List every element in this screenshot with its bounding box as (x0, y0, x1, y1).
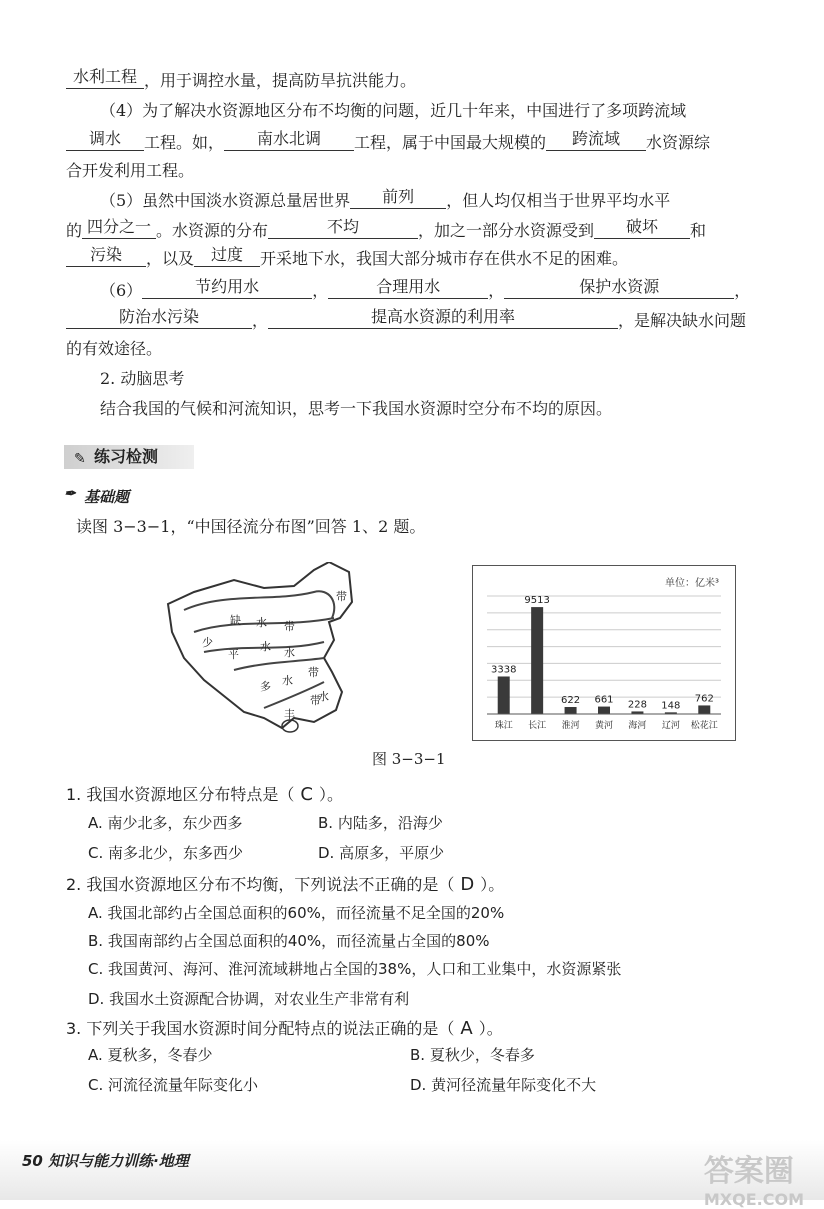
text-line-2: （4）为了解决水资源地区分布不均衡的问题，近几十年来，中国进行了多项跨流域 (100, 101, 687, 120)
option: D. 高原多，平原少 (318, 844, 445, 862)
chart-unit: 单位：亿米³ (664, 578, 719, 589)
question-stem: 3. 下列关于我国水资源时间分配特点的说法正确的是（ (66, 1019, 455, 1038)
answer: D (460, 874, 475, 895)
runoff-bar-chart (472, 565, 736, 741)
blank-answer: 提高水资源的利用率 (268, 306, 618, 329)
question-2 (66, 872, 504, 895)
text: ， (312, 281, 329, 300)
answer: A (460, 1018, 473, 1039)
text-line-1 (66, 67, 417, 93)
runoff-map (164, 562, 354, 742)
data-label: 148 (661, 700, 681, 712)
map-label: 水 (260, 640, 271, 653)
text: ）。 (318, 785, 343, 804)
blank-answer: 南水北调 (224, 128, 354, 151)
question-stem: 1. 我国水资源地区分布特点是（ (66, 785, 295, 804)
option: C. 南多北少，东多西少 (88, 844, 244, 862)
text: 水资源综 (646, 133, 711, 152)
text-line-3 (66, 129, 711, 155)
text-line-5 (100, 187, 671, 213)
text-line-12: 结合我国的气候和河流知识，思考一下我国水资源时空分布不均的原因。 (100, 399, 613, 418)
blank-answer: 跨流域 (546, 128, 646, 151)
data-label: 622 (561, 695, 581, 707)
category-label: 松花江 (690, 721, 718, 731)
text: ， (252, 311, 269, 330)
blank-answer: 过度 (194, 244, 260, 267)
blank-answer: 四分之一 (82, 216, 156, 239)
option: C. 河流径流量年际变化小 (88, 1076, 259, 1094)
map-label: 水 (318, 690, 329, 703)
text: 和 (690, 221, 707, 240)
pen-icon: ✒ (64, 486, 76, 502)
text-line-4: 合开发利用工程。 (66, 161, 195, 180)
category-label: 长江 (528, 721, 547, 731)
sub-heading (64, 486, 130, 507)
section-title: 练习检测 (94, 447, 159, 466)
category-label: 珠江 (494, 721, 513, 731)
text: 工程，属于中国最大规模的 (354, 133, 547, 152)
blank-answer: 污染 (66, 244, 146, 267)
option: B. 我国南部约占全国总面积的40%，而径流量占全国的80% (88, 932, 490, 950)
blank-answer: 节约用水 (142, 276, 312, 299)
category-label: 黄河 (594, 721, 614, 731)
text: ，用于调控水量，提高防旱抗洪能力。 (144, 71, 417, 90)
option: D. 黄河径流量年际变化不大 (410, 1076, 597, 1094)
option: B. 夏秋少，冬春多 (410, 1046, 535, 1064)
data-label: 762 (694, 693, 714, 705)
text-line-9 (66, 307, 747, 333)
data-label: 3338 (490, 664, 517, 676)
text: 。水资源的分布 (156, 221, 269, 240)
bar (498, 676, 510, 714)
blank-answer: 调水 (66, 128, 144, 151)
blank-answer: 前列 (350, 186, 446, 209)
intro-text: 读图 3−3−1，“中国径流分布图”回答 1、2 题。 (76, 517, 426, 536)
blank-answer: 水利工程 (66, 66, 144, 89)
text-line-8 (100, 277, 751, 303)
blank-answer: 保护水资源 (504, 276, 734, 299)
page-footer (0, 1140, 824, 1209)
blank-answer: 合理用水 (328, 276, 488, 299)
blank-answer: 不均 (268, 216, 418, 239)
map-label: 水 (284, 646, 295, 659)
text: ， (734, 281, 751, 300)
text-line-10: 的有效途径。 (66, 339, 163, 358)
pencil-icon: ✎ (74, 451, 86, 467)
text: ， (488, 281, 505, 300)
data-label: 228 (627, 699, 647, 711)
blank-answer: 破坏 (594, 216, 690, 239)
option: B. 内陆多，沿海少 (318, 814, 443, 832)
bar (531, 607, 543, 714)
category-label: 海河 (628, 721, 647, 731)
question-stem: 2. 我国水资源地区分布不均衡，下列说法不正确的是（ (66, 875, 455, 894)
text: （5）虽然中国淡水资源总量居世界 (100, 191, 351, 210)
category-label: 辽河 (661, 721, 680, 731)
blank-answer: 防治水污染 (66, 306, 252, 329)
text: 开采地下水，我国大部分城市存在供水不足的困难。 (260, 249, 629, 268)
text: ，但人均仅相当于世界平均水平 (446, 191, 671, 210)
map-label: 少 (202, 636, 213, 649)
text: （6） (100, 281, 143, 300)
text: ，以及 (146, 249, 195, 268)
watermark-logo: 答案圈 (703, 1154, 794, 1189)
map-label: 带 (310, 694, 321, 707)
map-label: 水 (282, 674, 293, 687)
category-label: 淮河 (561, 721, 580, 731)
text: ，加之一部分水资源受到 (418, 221, 595, 240)
text: 的 (66, 221, 83, 240)
section-heading (64, 445, 194, 469)
map-label: 多 (260, 680, 271, 693)
option: C. 我国黄河、海河、淮河流域耕地占全国的38%，人口和工业集中，水资源紧张 (88, 960, 622, 978)
question-3 (66, 1016, 503, 1039)
bar (598, 707, 610, 714)
text: ，是解决缺水问题 (618, 311, 747, 330)
watermark-url: MXQE.COM (703, 1190, 804, 1209)
map-label: 水 (256, 616, 267, 629)
text: ）。 (480, 875, 505, 894)
bar (565, 707, 577, 714)
map-label: 缺 (230, 614, 241, 627)
data-label: 661 (594, 694, 614, 706)
map-label: 带 (308, 666, 319, 679)
page-number: 50 (22, 1152, 43, 1170)
map-label: 丰 (284, 708, 295, 721)
figure-caption: 图 3−3−1 (372, 750, 446, 768)
text-line-6 (66, 217, 707, 243)
map-label: 平 (228, 648, 239, 661)
subheading: 2. 动脑思考 (100, 369, 185, 388)
option: A. 我国北部约占全国总面积的60%，而径流量不足全国的20% (88, 904, 505, 922)
sub-title: 基础题 (84, 488, 130, 506)
bar (698, 705, 710, 714)
option: A. 夏秋多，冬春少 (88, 1046, 213, 1064)
answer: C (300, 784, 313, 805)
map-label: 带 (284, 620, 295, 633)
text-line-7 (66, 245, 629, 271)
chart-svg (473, 566, 735, 740)
book-title: 知识与能力训练·地理 (48, 1152, 189, 1170)
text: ）。 (478, 1019, 503, 1038)
question-1 (66, 782, 343, 805)
data-label: 9513 (524, 595, 550, 607)
option: A. 南少北多，东少西多 (88, 814, 243, 832)
map-label: 带 (336, 590, 347, 603)
option: D. 我国水土资源配合协调，对农业生产非常有利 (88, 990, 410, 1008)
text: 工程。如， (144, 133, 225, 152)
page-info (22, 1150, 189, 1171)
